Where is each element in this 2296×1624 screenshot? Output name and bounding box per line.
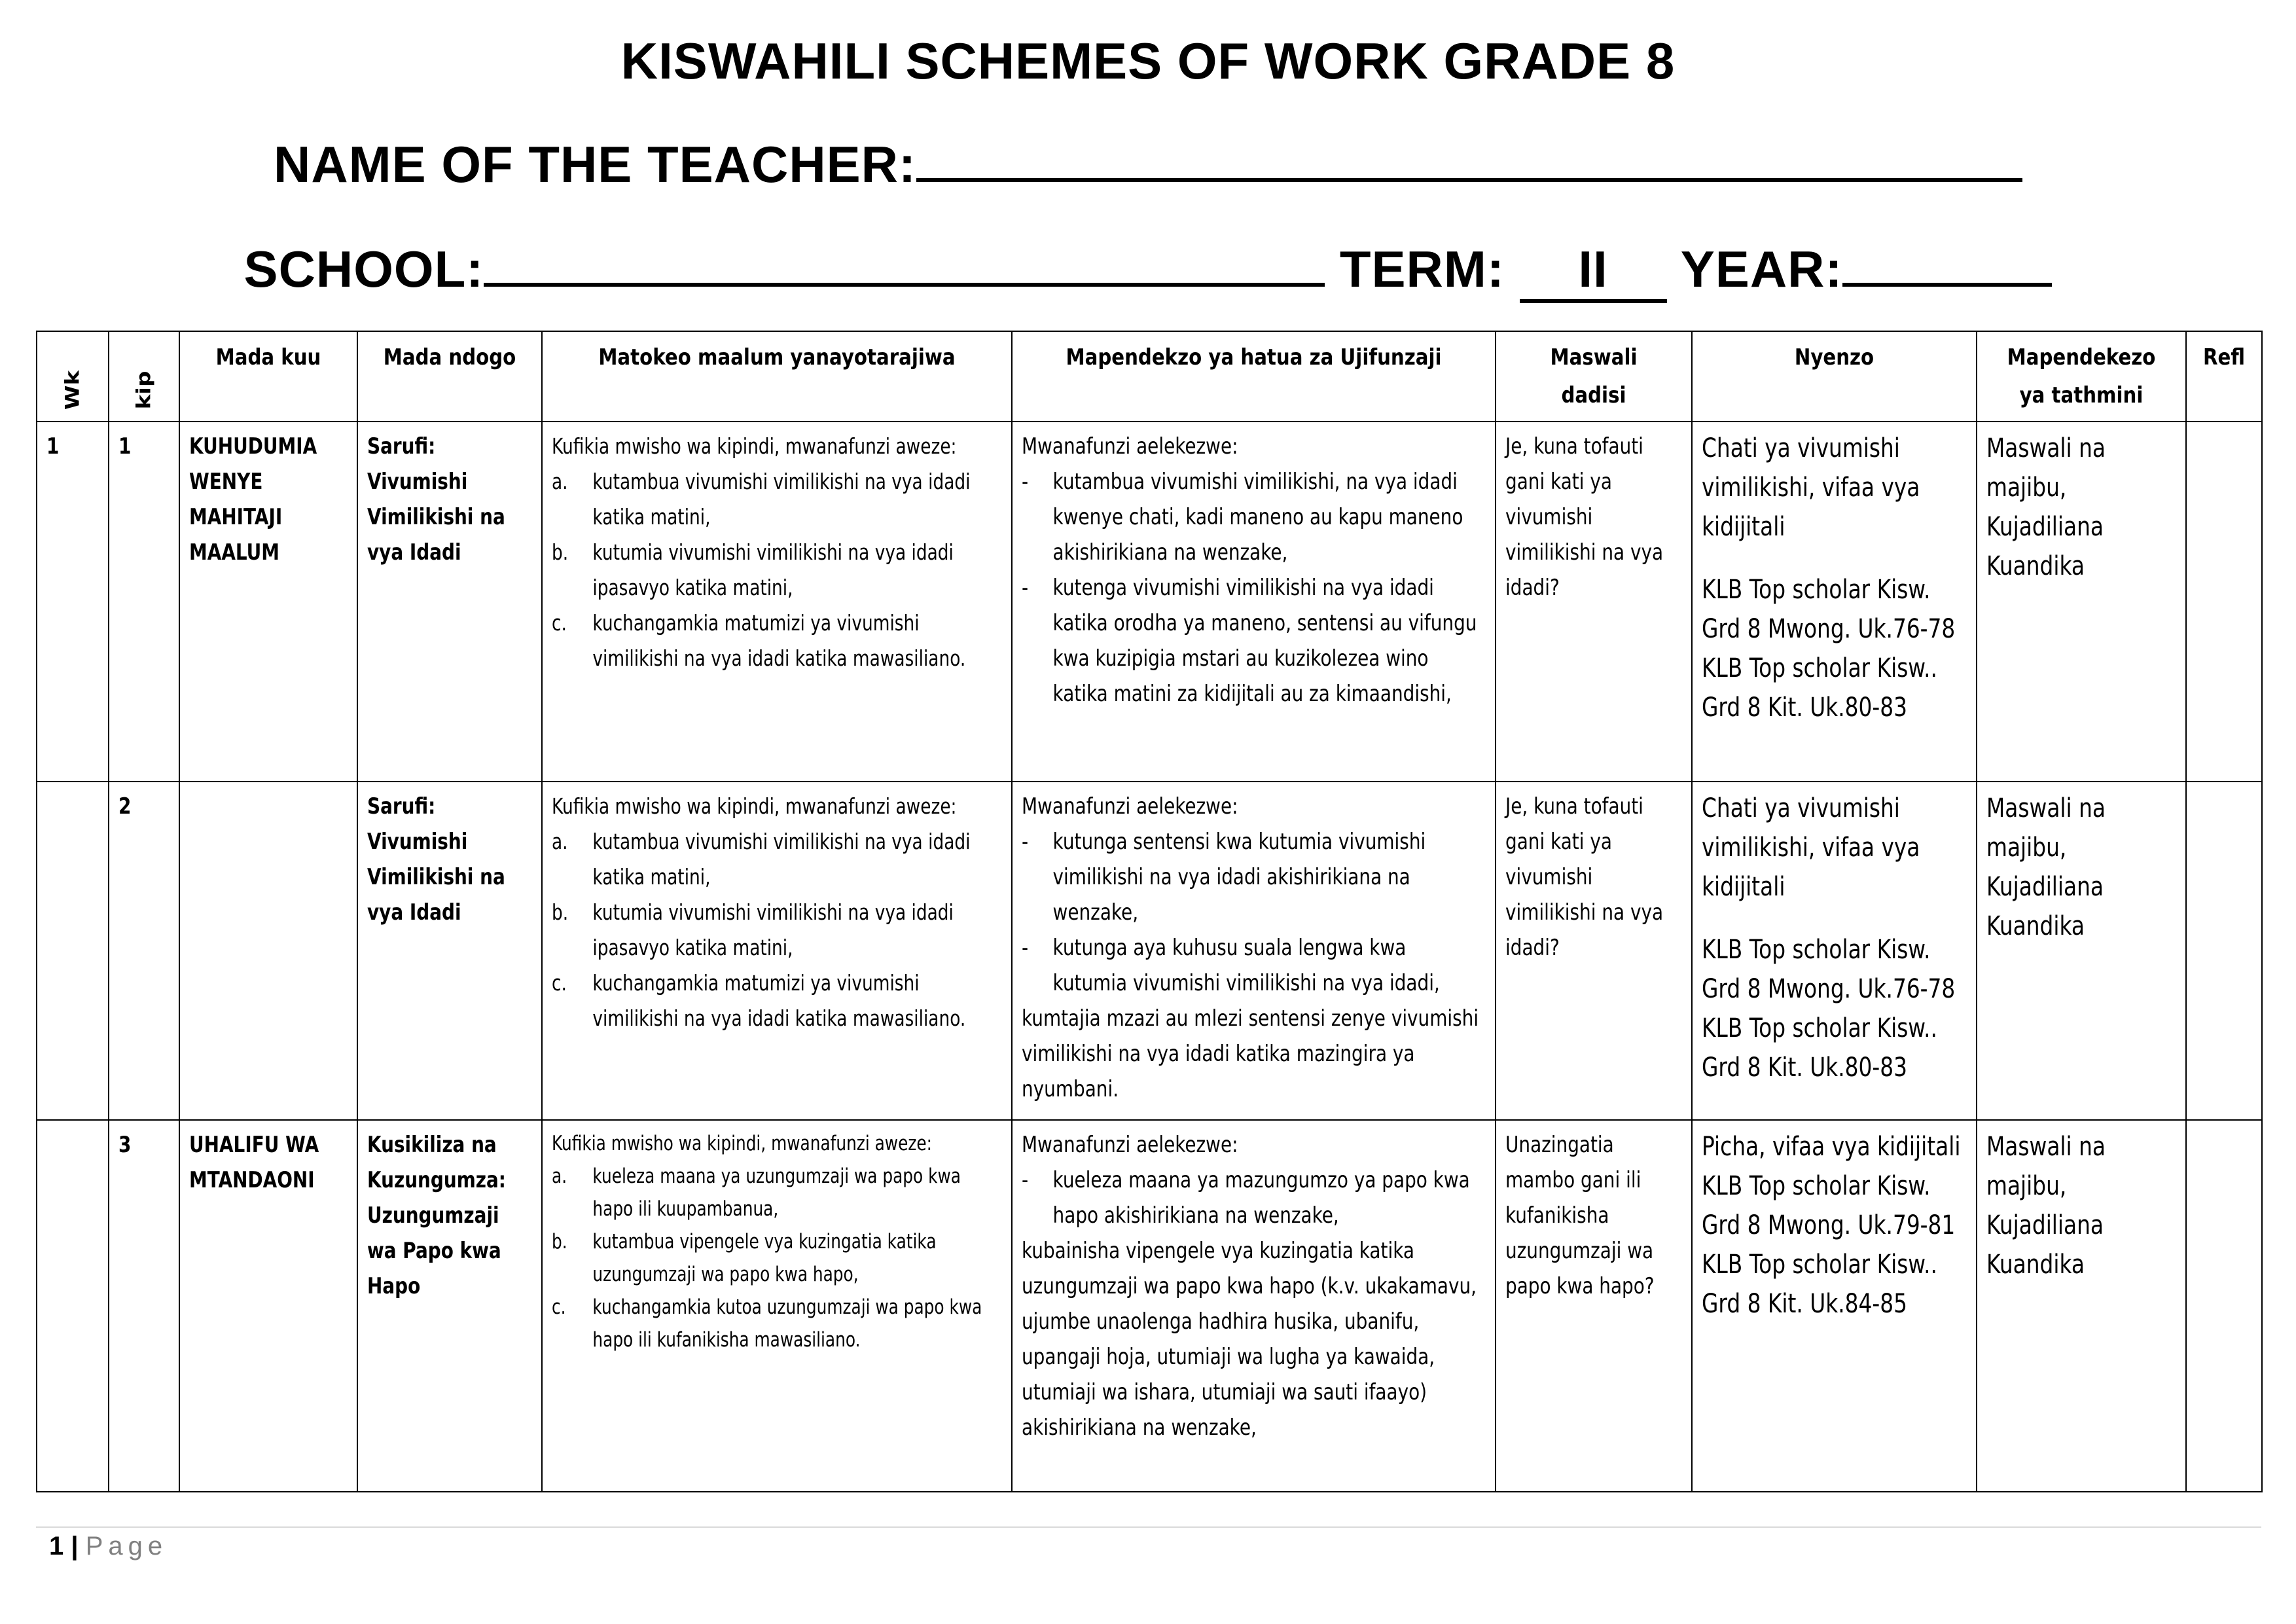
cell-wk [37, 1120, 109, 1492]
cell-maswali: Je, kuna tofauti gani kati ya vivumishi vimilikishi na vya idadi? [1496, 782, 1692, 1120]
cell-kip: 1 [109, 422, 179, 782]
cell-hatua: Mwanafunzi aelekezwe: - kueleza maana ya mazungumzo ya papo kwa hapo akishirikiana na wenzake, kubainisha vipengele vya kuzingatia katika uzungumzaji wa papo kwa hapo (k.v. ukakamavu, ujumbe unaolenga hadhira husika, ubanifu, upangaji hoja, utumiaji wa lugha ya kawaida, utumiaji wa ishara, utumiaji wa sauti ifaayo) akishirikiana na wenzake, [1012, 1120, 1496, 1492]
header-wk: Wk [42, 331, 104, 422]
cell-nyenzo: Chati ya vivumishi vimilikishi, vifaa vya kidijitali KLB Top scholar Kisw. Grd 8 Mwong. Uk.76-78 KLB Top scholar Kisw.. Grd 8 Kit. Uk.80-83 [1692, 782, 1977, 1120]
list-item: b. kutumia vivumishi vimilikishi na vya idadi ipasavyo katika matini, [552, 539, 954, 600]
table-row [37, 1120, 2262, 1492]
footer-divider [36, 1526, 2261, 1528]
header-matokeo: Matokeo maalum yanayotarajiwa [575, 331, 978, 422]
list-item: - kueleza maana ya mazungumzo ya papo kwa hapo akishirikiana na wenzake, [1022, 1167, 1470, 1229]
teacher-name-field[interactable] [916, 131, 2022, 182]
year-label: YEAR: [1680, 240, 1843, 298]
cell-kip: 2 [109, 782, 179, 1120]
table-row [37, 782, 2262, 1120]
cell-tathmini: Maswali na majibu, Kujadiliana Kuandika [1977, 782, 2186, 1120]
cell-matokeo: Kufikia mwisho wa kipindi, mwanafunzi aweze: a. kueleza maana ya uzungumzaji wa papo kwa hapo ili kuupambanua, b. kutambua vipengele vya kuzingatia katika uzungumzaji wa papo kwa hapo, c. kuchangamkia kutoa uzungumzaji wa papo kwa hapo ili kufanikisha mawasiliano. [542, 1120, 1012, 1492]
school-label: SCHOOL: [243, 240, 484, 298]
year-field[interactable] [1842, 236, 2052, 287]
page-footer [49, 1532, 168, 1561]
cell-mada-kuu: UHALIFU WA MTANDAONI [179, 1120, 357, 1492]
teacher-label: NAME OF THE TEACHER: [274, 135, 916, 193]
cell-hatua: Mwanafunzi aelekezwe: - kutambua vivumishi vimilikishi, na vya idadi kwenye chati, kadi maneno au kapu maneno akishirikiana na wenzake, - kutenga vivumishi vimilikishi na vya idadi katika orodha ya maneno, sentensi au vifungu kwa kuzipigia mstari au kuzikolezea wino katika matini za kidijitali au za kimaandishi, [1012, 422, 1496, 782]
list-item: b. kutumia vivumishi vimilikishi na vya idadi ipasavyo katika matini, [552, 899, 954, 960]
header-kip: kip [114, 331, 175, 422]
cell-maswali: Je, kuna tofauti gani kati ya vivumishi vimilikishi na vya idadi? [1496, 422, 1692, 782]
teacher-name-line [0, 131, 2296, 194]
list-item: c. kuchangamkia kutoa uzungumzaji wa papo kwa hapo ili kufanikisha mawasiliano. [552, 1295, 982, 1352]
cell-nyenzo: Chati ya vivumishi vimilikishi, vifaa vya kidijitali KLB Top scholar Kisw. Grd 8 Mwong. Uk.76-78 KLB Top scholar Kisw.. Grd 8 Kit. Uk.80-83 [1692, 422, 1977, 782]
list-item: a. kueleza maana ya uzungumzaji wa papo kwa hapo ili kuupambanua, [552, 1164, 961, 1221]
document-title: KISWAHILI SCHEMES OF WORK GRADE 8 [620, 32, 1676, 90]
cell-refl[interactable] [2186, 782, 2262, 1120]
header-mada-ndogo: Mada ndogo [370, 331, 529, 422]
list-item: - kutambua vivumishi vimilikishi, na vya idadi kwenye chati, kadi maneno au kapu maneno akishirikiana na wenzake, [1022, 469, 1463, 566]
term-label: TERM: [1339, 240, 1505, 298]
cell-nyenzo: Picha, vifaa vya kidijitali KLB Top scholar Kisw. Grd 8 Mwong. Uk.79-81 KLB Top scholar Kisw.. Grd 8 Kit. Uk.84-85 [1692, 1120, 1977, 1492]
term-value: II [1578, 240, 1608, 298]
page-separator: | [71, 1532, 79, 1561]
cell-mada-ndogo: Sarufi: Vivumishi Vimilikishi na vya Idadi [357, 422, 542, 782]
cell-hatua: Mwanafunzi aelekezwe: - kutunga sentensi kwa kutumia vivumishi vimilikishi na vya idadi akishirikiana na wenzake, - kutunga aya kuhusu suala lengwa kwa kutumia vivumishi vimilikishi na vya idadi, kumtajia mzazi au mlezi sentensi zenye vivumishi vimilikishi na vya idadi katika mazingira ya nyumbani. [1012, 782, 1496, 1120]
table-row [37, 422, 2262, 782]
cell-mada-kuu [179, 782, 357, 1120]
header-tathmini: Mapendekezo ya tathmini [1991, 331, 2171, 422]
list-item: c. kuchangamkia matumizi ya vivumishi vimilikishi na vya idadi katika mawasiliano. [552, 610, 966, 671]
page-word: Page [85, 1532, 168, 1561]
list-item: - kutunga sentensi kwa kutumia vivumishi vimilikishi na vya idadi akishirikiana na wenzake, [1022, 829, 1426, 926]
header-mada-kuu: Mada kuu [192, 331, 345, 422]
school-field[interactable] [484, 236, 1325, 287]
list-item: - kutunga aya kuhusu suala lengwa kwa kutumia vivumishi vimilikishi na vya idadi, [1022, 935, 1440, 996]
school-term-year-line [0, 236, 2296, 303]
header-refl: Refl [2191, 331, 2257, 422]
cell-mada-kuu: KUHUDUMIA WENYE MAHITAJI MAALUM [179, 422, 357, 782]
cell-wk [37, 782, 109, 1120]
list-item: c. kuchangamkia matumizi ya vivumishi vimilikishi na vya idadi katika mawasiliano. [552, 970, 966, 1031]
page-number: 1 [49, 1532, 64, 1561]
cell-mada-ndogo: Sarufi: Vivumishi Vimilikishi na vya Idadi [357, 782, 542, 1120]
cell-refl[interactable] [2186, 422, 2262, 782]
header-maswali-dadisi: Maswali dadisi [1509, 331, 1678, 422]
cell-tathmini: Maswali na majibu, Kujadiliana Kuandika [1977, 1120, 2186, 1492]
cell-mada-ndogo: Kusikiliza na Kuzungumza: Uzungumzaji wa Papo kwa Hapo [357, 1120, 542, 1492]
header-nyenzo: Nyenzo [1712, 331, 1956, 422]
scheme-table [36, 331, 2263, 1492]
cell-matokeo: Kufikia mwisho wa kipindi, mwanafunzi aweze: a. kutambua vivumishi vimilikishi na vya idadi katika matini, b. kutumia vivumishi vimilikishi na vya idadi ipasavyo katika matini, c. kuchangamkia matumizi ya vivumishi vimilikishi na vya idadi katika mawasiliano. [542, 422, 1012, 782]
table-header-row [37, 331, 2262, 422]
cell-tathmini: Maswali na majibu, Kujadiliana Kuandika [1977, 422, 2186, 782]
list-item: a. kutambua vivumishi vimilikishi na vya idadi katika matini, [552, 829, 971, 890]
list-item: a. kutambua vivumishi vimilikishi na vya idadi katika matini, [552, 469, 971, 530]
cell-kip: 3 [109, 1120, 179, 1492]
list-item: - kutenga vivumishi vimilikishi na vya idadi katika orodha ya maneno, sentensi au vifungu kwa kuzipigia mstari au kuzikolezea wino katika matini za kidijitali au za kimaandishi, [1022, 575, 1477, 707]
cell-maswali: Unazingatia mambo gani ili kufanikisha uzungumzaji wa papo kwa hapo? [1496, 1120, 1692, 1492]
header-mapendekezo-hatua: Mapendekzo ya hatua za Ujifunzaji [1046, 331, 1462, 422]
term-field[interactable] [1520, 240, 1667, 303]
list-item: b. kutambua vipengele vya kuzingatia katika uzungumzaji wa papo kwa hapo, [552, 1230, 937, 1286]
cell-refl[interactable] [2186, 1120, 2262, 1492]
cell-matokeo: Kufikia mwisho wa kipindi, mwanafunzi aweze: a. kutambua vivumishi vimilikishi na vya idadi katika matini, b. kutumia vivumishi vimilikishi na vya idadi ipasavyo katika matini, c. kuchangamkia matumizi ya vivumishi vimilikishi na vya idadi katika mawasiliano. [542, 782, 1012, 1120]
cell-wk: 1 [37, 422, 109, 782]
